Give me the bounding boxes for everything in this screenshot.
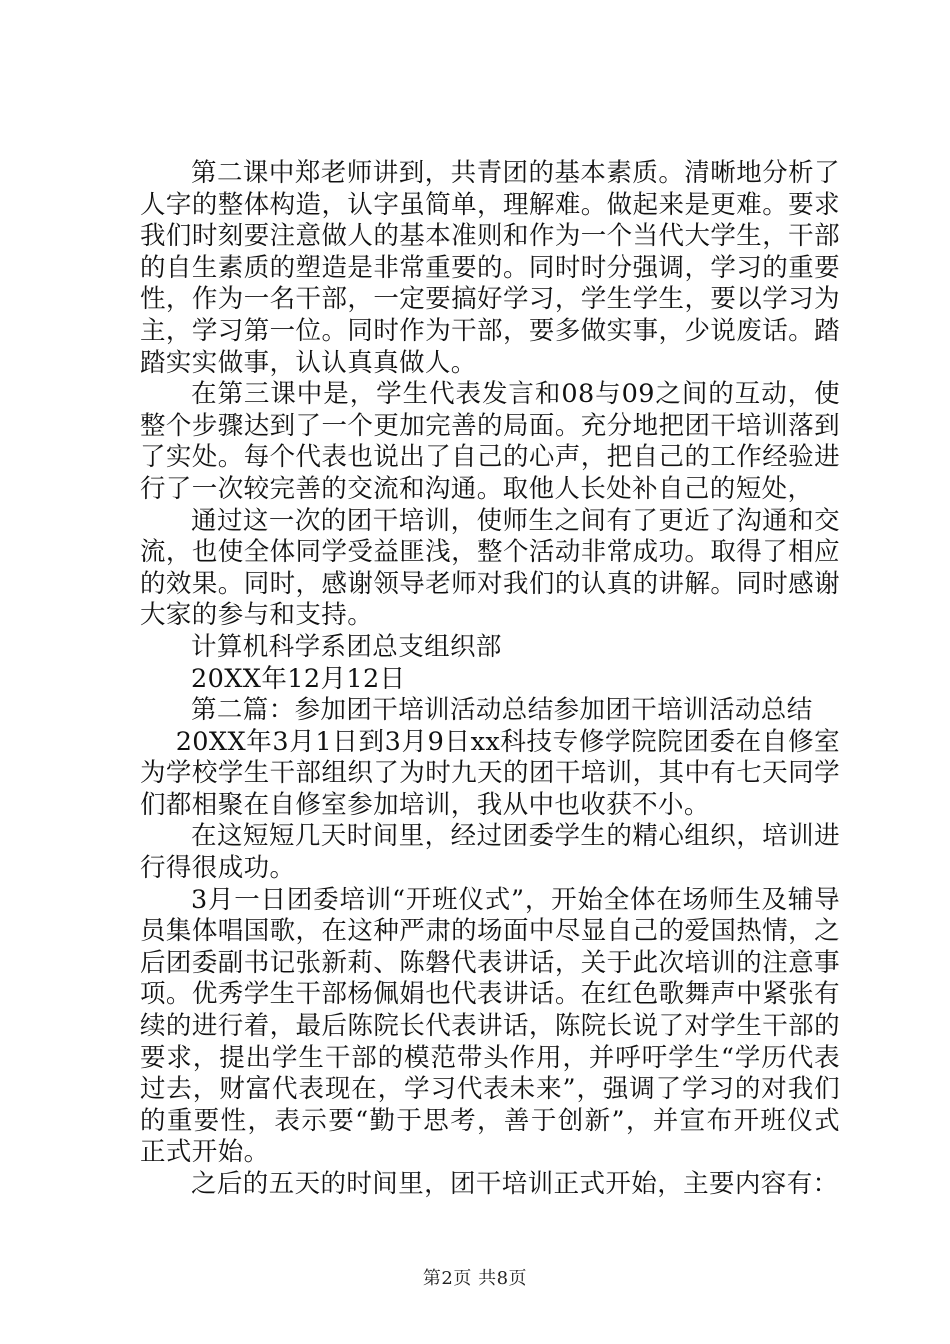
section-title: 第二篇：参加团干培训活动总结参加团干培训活动总结 bbox=[191, 695, 813, 726]
paragraph-conclusion: 通过这一次的团干培训，使师生之间有了更近了沟通和交流，也使全体同学受益匪浅，整个活动非常成功。取得了相应的效果。同时，感谢领导老师对我们的认真的讲解。同时感谢大家的参与和支持。 bbox=[140, 505, 840, 631]
paragraph-lesson-two: 第二课中郑老师讲到，共青团的基本素质。清晰地分析了人字的整体构造，认字虽简单，理解难。做起来是更难。要求我们时刻要注意做人的基本准则和作为一个当代大学生，干部的自生素质的塑造是非常重要的。同时时分强调，学习的重要性，作为一名干部，一定要搞好学习，学生学生，要以学习为主，学习第一位。同时作为干部，要多做实事，少说废话。踏踏实实做事，认认真真做人。 bbox=[140, 158, 840, 378]
signature-org: 计算机科学系团总支组织部 bbox=[191, 631, 502, 662]
paragraph-opening-ceremony: 3月一日团委培训“开班仪式”，开始全体在场师生及辅导员集体唱国歌，在这种严肃的场面中尽显自己的爱国热情，之后团委副书记张新莉、陈磐代表讲话，关于此次培训的注意事项。优秀学生干部杨佩娟也代表讲话。在红色歌舞声中紧张有续的进行着，最后陈院长代表讲话，陈院长说了对学生干部的要求，提出学生干部的模范带头作用，并呼吁学生“学历代表过去，财富代表现在，学习代表未来”，强调了学习的对我们的重要性，表示要“勤于思考，善于创新”，并宣布开班仪式正式开始。 bbox=[140, 884, 840, 1168]
document-body bbox=[140, 158, 840, 1201]
paragraph-lesson-three: 在第三课中是，学生代表发言和08与09之间的互动，使整个步骤达到了一个更加完善的局面。充分地把团干培训落到了实处。每个代表也说出了自己的心声，把自己的工作经验进行了一次较完善的交流和沟通。取他人长处补自己的短处， bbox=[140, 379, 840, 504]
paragraph-main-content: 之后的五天的时间里，团干培训正式开始，主要内容有： bbox=[191, 1169, 839, 1199]
paragraph-training-intro: 20XX年3月1日到3月9日xx科技专修学院院团委在自修室为学校学生干部组织了为时九天的团干培训，其中有七天同学们都相聚在自修室参加培训，我从中也收获不小。 bbox=[140, 726, 840, 820]
paragraph-training-success: 在这短短几天时间里，经过团委学生的精心组织，培训进行得很成功。 bbox=[140, 821, 840, 884]
page-footer: 第2页 共8页 bbox=[422, 1268, 528, 1289]
signature-date: 20XX年12月12日 bbox=[191, 663, 406, 694]
